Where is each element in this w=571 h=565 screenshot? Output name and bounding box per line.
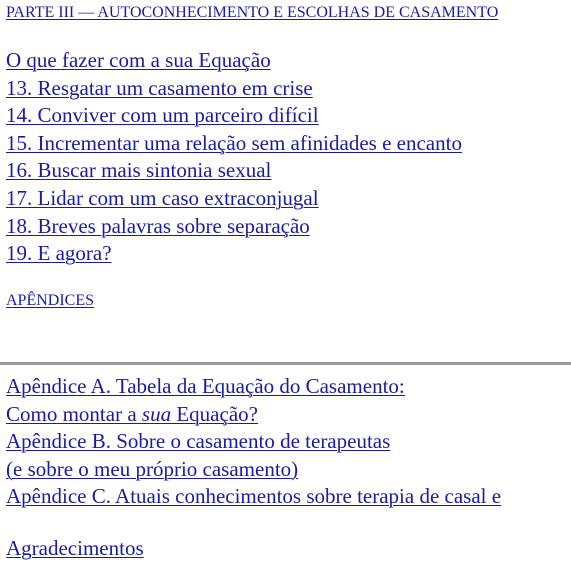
- appendix-b-subtitle-link[interactable]: (e sobre o meu próprio casamento): [6, 456, 299, 481]
- list-item: [6, 373, 501, 401]
- list-item: [6, 483, 501, 511]
- chapter-link-13[interactable]: 13. Resgatar um casamento em crise: [6, 75, 313, 100]
- appendix-a-subtitle-emphasis: sua: [141, 401, 172, 426]
- list-item: [6, 185, 462, 213]
- list-item: [6, 428, 501, 456]
- list-item: [6, 213, 462, 241]
- list-item: [6, 240, 462, 268]
- appendix-a-subtitle-link[interactable]: [6, 402, 258, 426]
- chapter-link-17[interactable]: 17. Lidar com um caso extraconjugal: [6, 185, 319, 210]
- appendices-heading-link[interactable]: APÊNDICES: [6, 292, 95, 309]
- appendix-a-subtitle-part: Como montar a: [6, 401, 142, 426]
- list-item: [6, 47, 462, 75]
- list-item: [6, 401, 501, 429]
- appendix-a-subtitle-part: Equação?: [171, 401, 258, 426]
- chapter-link-19[interactable]: 19. E agora?: [6, 241, 112, 266]
- chapter-link-14[interactable]: 14. Conviver com um parceiro difícil: [6, 103, 319, 128]
- section-divider: [0, 362, 571, 365]
- chapter-link-16[interactable]: 16. Buscar mais sintonia sexual: [6, 158, 272, 183]
- chapter-link-15[interactable]: 15. Incrementar uma relação sem afinidades e encanto: [6, 130, 462, 155]
- list-item: [6, 75, 462, 103]
- chapter-link-intro[interactable]: O que fazer com a sua Equação: [6, 48, 271, 72]
- acknowledgements-link[interactable]: Agradecimentos: [6, 536, 144, 560]
- part-three-heading-link[interactable]: PARTE III — AUTOCONHECIMENTO E ESCOLHAS DE CASAMENTO: [6, 4, 499, 21]
- appendix-b-link[interactable]: Apêndice B. Sobre o casamento de terapeutas: [6, 429, 391, 454]
- list-item: [6, 130, 462, 158]
- chapter-list: [6, 47, 462, 268]
- list-item: [6, 535, 144, 563]
- acknowledgements-list: [6, 535, 144, 563]
- appendix-c-link[interactable]: Apêndice C. Atuais conhecimentos sobre terapia de casal e: [6, 484, 502, 509]
- appendix-list: [6, 373, 501, 511]
- list-item: [6, 456, 501, 484]
- list-item: [6, 102, 462, 130]
- list-item: [6, 157, 462, 185]
- chapter-link-18[interactable]: 18. Breves palavras sobre separação: [6, 213, 310, 238]
- appendix-a-link[interactable]: Apêndice A. Tabela da Equação do Casamento:: [6, 374, 405, 398]
